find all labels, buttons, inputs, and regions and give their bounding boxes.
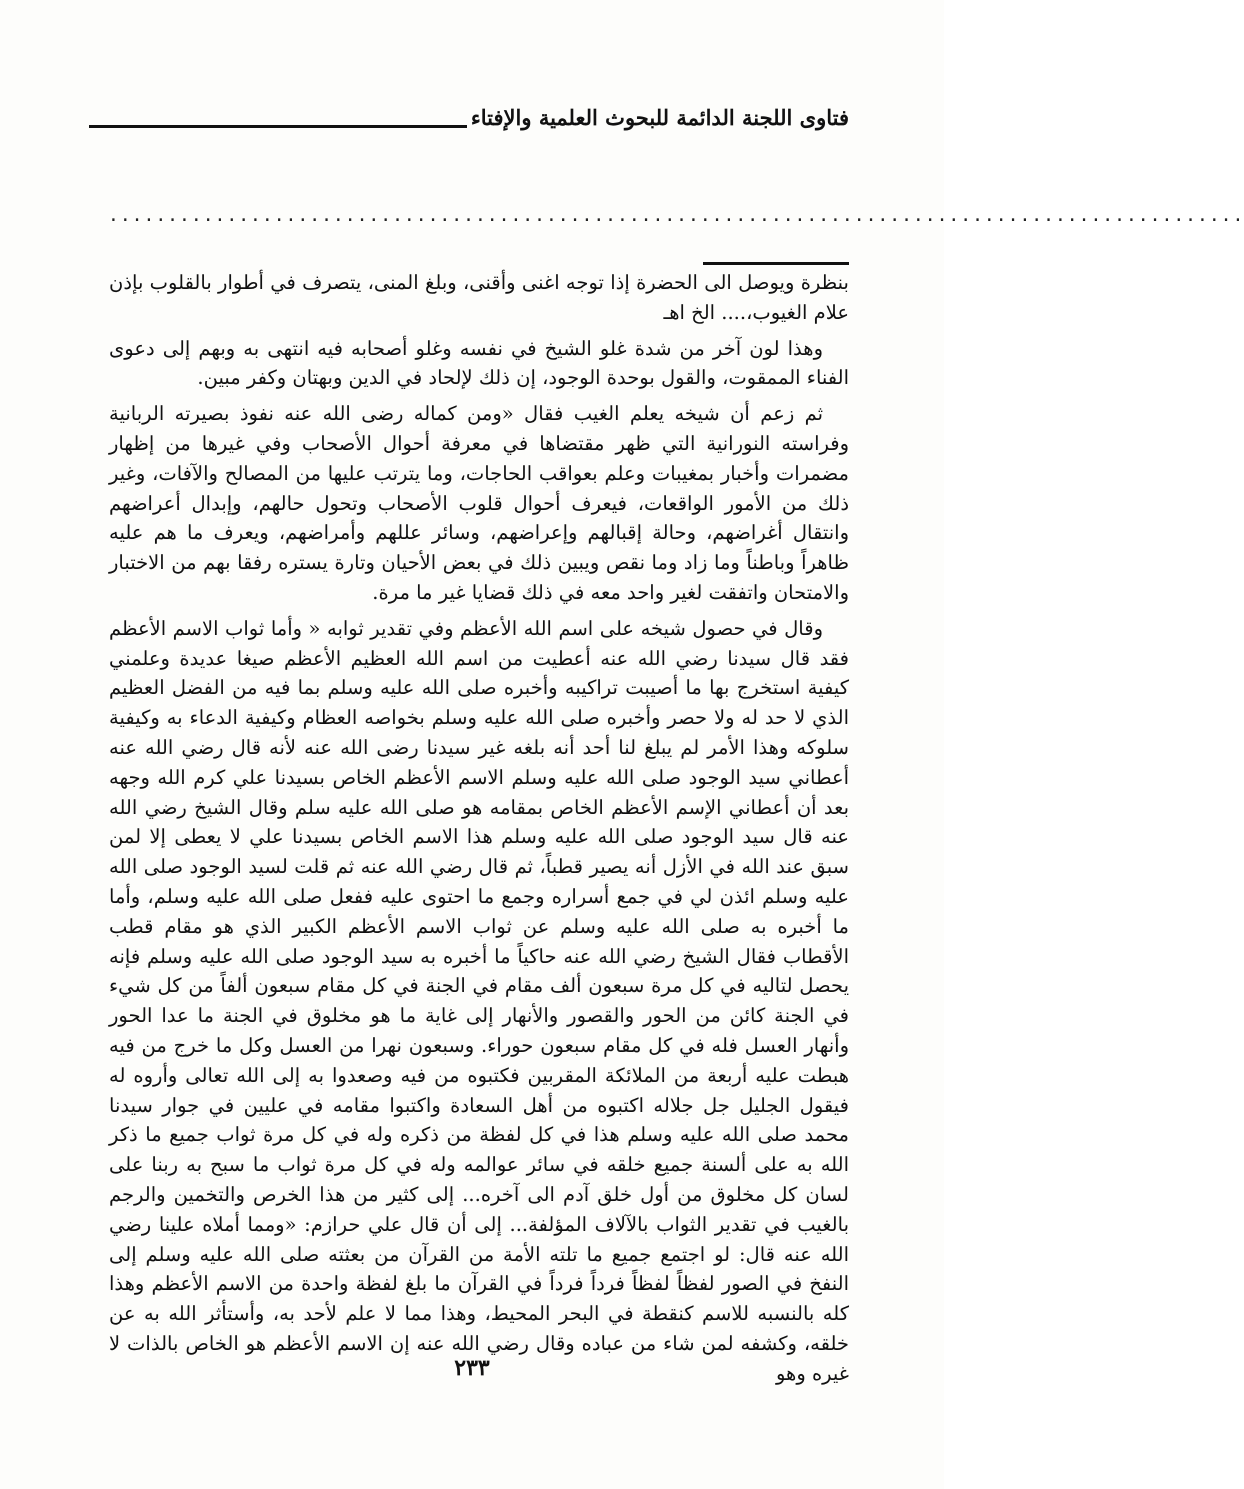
section-separator <box>703 262 849 265</box>
running-header <box>89 92 849 132</box>
body-text <box>109 268 849 1394</box>
omission-dots: ................................................................................................ <box>108 205 1244 226</box>
paragraph-1: بنظرة ويوصل الى الحضرة إذا توجه اغنى وأقنى، وبلغ المنى، يتصرف في أطوار بالقلوب بإذن علام الغيوب،.... الخ اهـ <box>109 271 849 324</box>
paragraph-2: وهذا لون آخر من شدة غلو الشيخ في نفسه وغلو أصحابه فيه انتهى به وبهم إلى دعوى الفناء الممقوت، والقول بوحدة الوجود، إن ذلك لإلحاد في الدين وبهتان وكفر مبين. <box>109 336 849 390</box>
paragraph-3: ثم زعم أن شيخه يعلم الغيب فقال «ومن كماله رضى الله عنه نفوذ بصيرته الربانية وفراسته النورانية التي ظهر مقتضاها في معرفة أحوال الأصحاب وفي غيرها من إظهار مضمرات وأخبار بمغيبات وعلم بعواقب الحاجات، وما يترتب عليها من المصالح والآفات، وغير ذلك من الأمور الواقعات، فيعرف أحوال قلوب الأصحاب وتحول حالهم، وإبدال أعراضهم وانتقال أغراضهم، وحالة إقبالهم وإعراضهم، وسائر عللهم وأمراضهم، ويعرف ما هم عليه ظاهراً وباطناً وما زاد وما نقص ويبين ذلك في بعض الأحيان وتارة يستره رفقا بهم من الاختبار والامتحان واتفقت لغير واحد معه في ذلك قضايا غير ما مرة. <box>109 402 849 604</box>
page-number: ٢٣٣ <box>454 1355 490 1381</box>
header-title: فتاوى اللجنة الدائمة للبحوث العلمية والإفتاء <box>470 105 849 130</box>
header-rule <box>89 125 467 128</box>
paragraph-4: وقال في حصول شيخه على اسم الله الأعظم وفي تقدير ثوابه « وأما ثواب الاسم الأعظم فقد قال سيدنا رضي الله عنه أعطيت من اسم الله العظيم الأعظم صيغا عديدة وعلمني كيفية استخرج بها ما أصيبت تراكيبه وأخبره صلى الله عليه وسلم بما فيه من الفضل العظيم الذي لا حد له ولا حصر وأخبره صلى الله عليه وسلم بخواصه العظام وكيفية الدعاء به وكيفية سلوكه وهذا الأمر لم يبلغ لنا أحد أنه بلغه غير سيدنا رضى الله عنه لأنه قال رضي الله عنه أعطاني سيد الوجود صلى الله عليه وسلم الاسم الأعظم الخاص بسيدنا علي كرم الله وجهه بعد أن أعطاني الإسم الأعظم الخاص بمقامه هو صلى الله عليه سلم وقال الشيخ رضي الله عنه قال سيد الوجود صلى الله عليه وسلم هذا الاسم الخاص بسيدنا علي لا يعطى إلا لمن سبق عند الله في الأزل أنه يصير قطباً، ثم قال رضي الله عنه ثم قلت لسيد الوجود صلى الله عليه وسلم ائذن لي في جمع أسراره وجمع ما احتوى عليه ففعل صلى الله عليه وسلم، وأما ما أخبره به صلى الله عليه وسلم عن ثواب الاسم الأعظم الكبير الذي هو مقام قطب الأقطاب فقال الشيخ رضي الله عنه حاكياً ما أخبره به سيد الوجود صلى الله عليه وسلم فإنه يحصل لتاليه في كل مرة سبعون ألف مقام في الجنة في كل مقام سبعون ألفاً من كل شيء في الجنة كائن من الحور والقصور والأنهار إلى غاية ما هو مخلوق في الجنة ما عدا الحور وأنهار العسل فله في كل مقام سبعون حوراء. وسبعون نهرا من العسل وكل ما خرج من فيه هبطت عليه أربعة من الملائكة المقربين فكتبوه من فيه وصعدوا به إلى الله تعالى وأروه له فيقول الجليل جل جلاله اكتبوه من أهل السعادة واكتبوا مقامه في عليين في جوار سيدنا محمد صلى الله عليه وسلم هذا في كل لفظة من ذكره وله في كل مرة ثواب جميع ما ذكر الله به على ألسنة جميع خلقه في سائر عوالمه وله في كل مرة ثواب ما سبح به ربنا على لسان كل مخلوق من أول خلق آدم الى آخره... إلى كثير من هذا الخرص والتخمين والرجم بالغيب في تقدير الثواب بالآلاف المؤلفة... إلى أن قال علي حرازم: «ومما أملاه علينا رضي الله عنه قال: لو اجتمع جميع ما تلته الأمة من القرآن من بعثته صلى الله عليه وسلم إلى النفخ في الصور لفظاً لفظاً فرداً فرداً في القرآن ما بلغ لفظة واحدة من الاسم الأعظم وهذا كله بالنسبه للاسم كنقطة في البحر المحيط، وهذا مما لا علم لأحد به، وأستأثر الله به عن خلقه، وكشفه لمن شاء من عباده وقال رضي الله عنه إن الاسم الأعظم هو الخاص بالذات لا غيره وهو <box>109 616 849 1385</box>
